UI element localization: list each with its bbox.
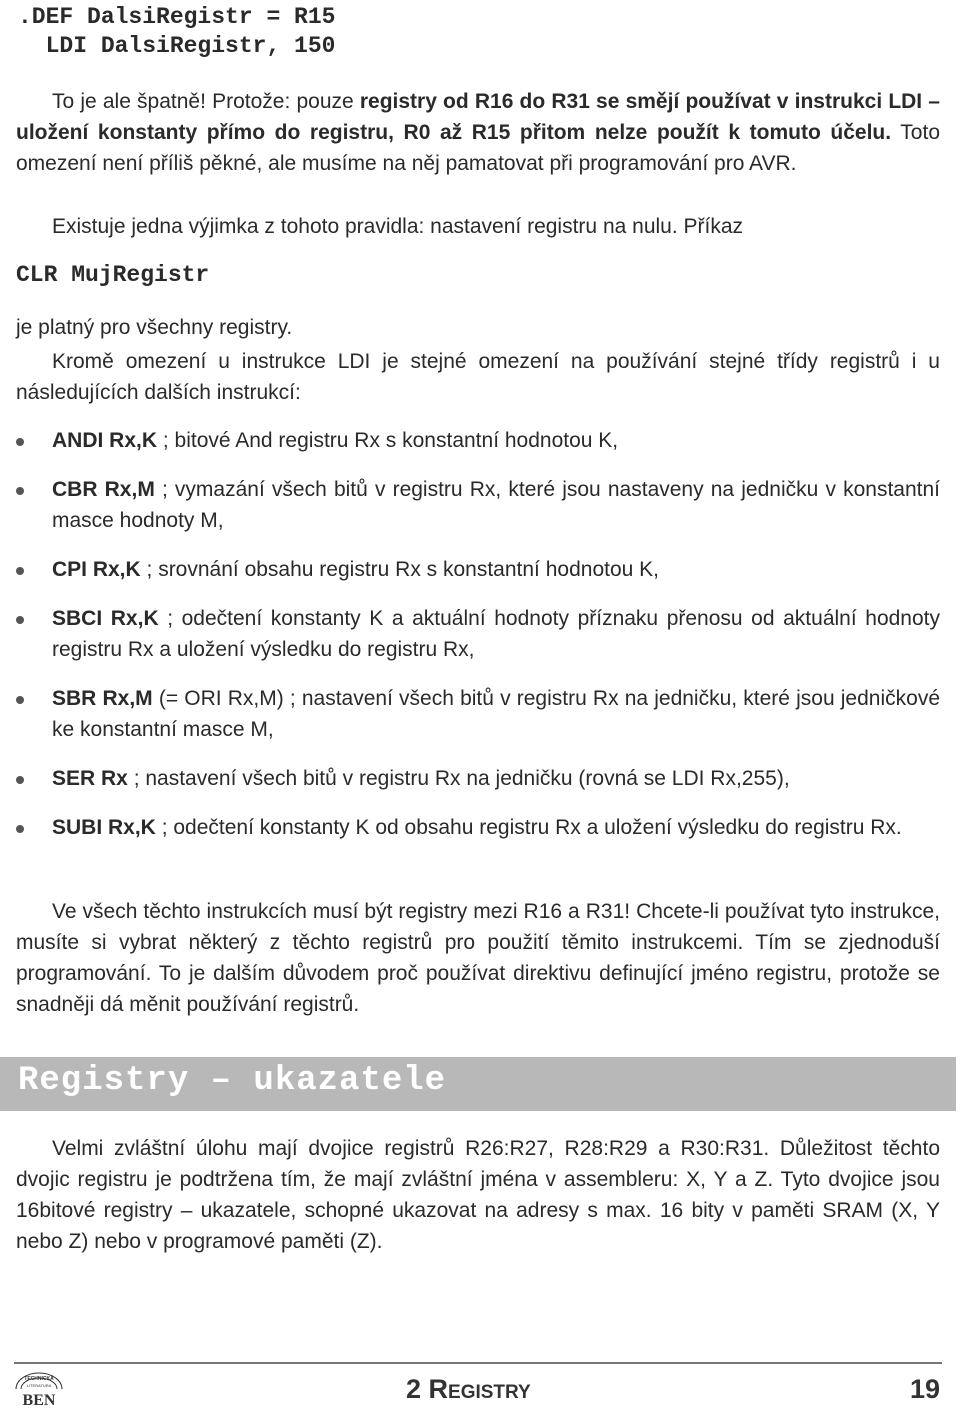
para1-bold: registry od R16 do R31 se smějí používat v instrukci LDI – uložení konstanty přímo do registru, R0 až R15 přitom nelze použít k tomuto účelu. [16, 90, 940, 144]
publisher-logo-icon [12, 1369, 66, 1409]
paragraph-summary: Ve všech těchto instrukcích musí být registry mezi R16 a R31! Chcete-li používat tyto instrukce, musíte si vybrat některý z těchto registrů pro použití těmito instrukcemi. Tím se zjednoduší programování. To je dalším důvodem proč používat direktivu definující jméno registru, protože se snadněji dá měnit používání registrů. [16, 900, 940, 1016]
instruction-name: CPI Rx,K [52, 558, 141, 581]
instruction-desc: ; bitové And registru Rx s konstantní hodnotou K, [157, 429, 619, 452]
section-heading: Registry – ukazatele [18, 1062, 447, 1100]
logo-text-main: BEN [22, 1392, 56, 1409]
paragraph-restriction: Kromě omezení u instrukce LDI je stejné omezení na používání stejné třídy registrů i u následujících dalších instrukcí: [16, 350, 940, 404]
instruction-list [0, 425, 960, 861]
code-line-def: .DEF DalsiRegistr = R15 [18, 4, 336, 30]
instruction-name: CBR Rx,M [52, 478, 155, 501]
paragraph-valid: je platný pro všechny registry. [16, 316, 293, 339]
instruction-name: SBR Rx,M [52, 687, 153, 710]
list-item [0, 603, 940, 665]
list-item [0, 812, 940, 843]
instruction-desc: (= ORI Rx,M) ; nastavení všech bitů v registru Rx na jedničku, které jsou jedničkové ke konstantní masce M, [52, 687, 940, 741]
paragraph-exception: Existuje jedna výjimka z tohoto pravidla: nastavení registru na nulu. Příkaz [52, 215, 744, 238]
page-number: 19 [909, 1374, 940, 1404]
code-line-ldi: LDI DalsiRegistr, 150 [18, 33, 336, 59]
bullet-icon [16, 696, 24, 704]
paragraph-pointers: Velmi zvláštní úlohu mají dvojice registrů R26:R27, R28:R29 a R30:R31. Důležitost těchto dvojic registru je podtržena tím, že mají zvláštní jména v assembleru: X, Y a Z. Tyto dvojice jsou 16bitové registry – ukazatele, schopné ukazovat na adresy s max. 16 bity v paměti SRAM (X, Y nebo Z) nebo v programové paměti (Z). [16, 1137, 940, 1253]
bullet-icon [16, 487, 24, 495]
list-item [0, 683, 940, 745]
bullet-icon [16, 438, 24, 446]
instruction-name: SBCI Rx,K [52, 607, 159, 630]
bullet-icon [16, 567, 24, 575]
list-item [0, 474, 940, 536]
instruction-desc: ; odečtení konstanty K od obsahu registru Rx a uložení výsledku do registru Rx. [155, 816, 902, 839]
para1-end: Toto omezení není příliš pěkné, ale musíme na něj pamatovat při programování pro AVR. [16, 121, 940, 175]
bullet-icon [16, 825, 24, 833]
para1-start: To je ale špatně! Protože: pouze [52, 90, 360, 113]
instruction-desc: ; vymazání všech bitů v registru Rx, které jsou nastaveny na jedničku v konstantní masce hodnoty M, [52, 478, 940, 532]
instruction-name: ANDI Rx,K [52, 429, 158, 452]
instruction-name: SUBI Rx,K [52, 816, 156, 839]
logo-text-top: TECHNICKÁ [24, 1376, 54, 1382]
paragraph-ldi-warning [16, 86, 940, 179]
instruction-name: SER Rx [52, 767, 128, 790]
chapter-title: 2 Registry [406, 1374, 531, 1404]
instruction-desc: ; odečtení konstanty K a aktuální hodnoty příznaku přenosu od aktuální hodnoty registru Rx a uložení výsledku do registru Rx, [52, 607, 940, 661]
list-item [0, 554, 940, 585]
list-item [0, 763, 940, 794]
instruction-desc: ; srovnání obsahu registru Rx s konstantní hodnotou K, [140, 558, 659, 581]
logo-text-mid: LITERATURA [26, 1383, 52, 1388]
instruction-desc: ; nastavení všech bitů v registru Rx na jedničku (rovná se LDI Rx,255), [127, 767, 790, 790]
list-item [0, 425, 940, 456]
bullet-icon [16, 616, 24, 624]
code-line-clr: CLR MujRegistr [16, 262, 210, 288]
footer-divider [14, 1362, 942, 1364]
bullet-icon [16, 776, 24, 784]
